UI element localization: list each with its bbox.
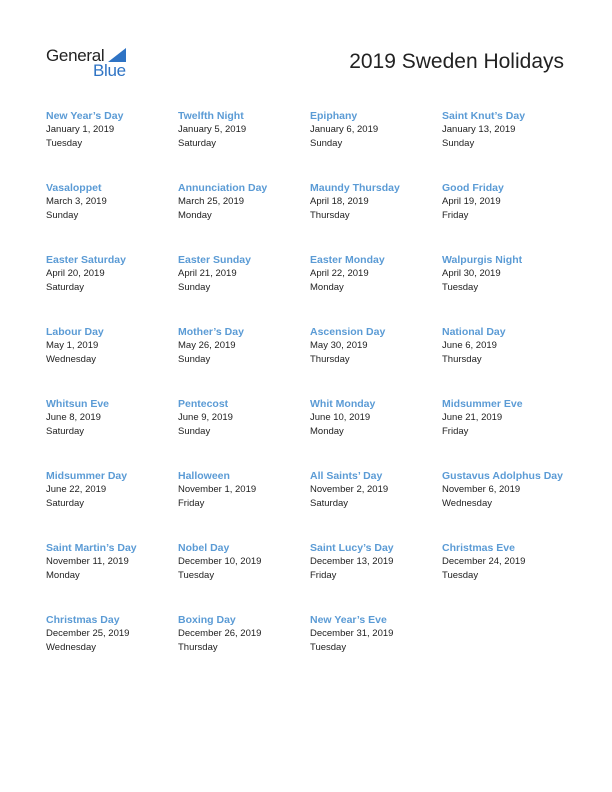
holiday-date: December 13, 2019 [310, 556, 394, 567]
holiday-name: Christmas Day [46, 614, 120, 626]
page-title: 2019 Sweden Holidays [349, 50, 564, 73]
holiday-name: Whit Monday [310, 398, 376, 410]
holiday-weekday: Tuesday [310, 642, 347, 653]
holiday-entry [46, 469, 178, 541]
holiday-date: April 21, 2019 [178, 268, 237, 279]
holiday-entry [442, 469, 574, 541]
holiday-weekday: Tuesday [442, 282, 479, 293]
holiday-name: Easter Sunday [178, 254, 251, 266]
holiday-entry [46, 397, 178, 469]
holiday-weekday: Saturday [46, 498, 85, 509]
holiday-weekday: Wednesday [46, 642, 96, 653]
holiday-date: March 25, 2019 [178, 196, 245, 207]
holiday-name: Epiphany [310, 110, 358, 122]
holiday-name: National Day [442, 326, 506, 338]
holiday-weekday: Sunday [46, 210, 79, 221]
holiday-entry [178, 469, 310, 541]
holiday-name: Halloween [178, 470, 230, 482]
holiday-entry [442, 253, 574, 325]
holiday-date: December 31, 2019 [310, 628, 394, 639]
holiday-name: Good Friday [442, 182, 504, 194]
holiday-weekday: Sunday [178, 354, 211, 365]
holiday-entry [442, 325, 574, 397]
holiday-name: Christmas Eve [442, 542, 515, 554]
holiday-name: Labour Day [46, 326, 104, 338]
holiday-entry [442, 541, 574, 613]
holiday-entry [46, 253, 178, 325]
holiday-weekday: Friday [310, 570, 337, 581]
holiday-name: Easter Monday [310, 254, 385, 266]
holiday-entry [310, 613, 442, 685]
holiday-date: April 22, 2019 [310, 268, 369, 279]
holiday-date: January 1, 2019 [46, 124, 115, 135]
holiday-weekday: Saturday [178, 138, 217, 149]
holiday-name: Vasaloppet [46, 182, 102, 194]
holiday-date: June 22, 2019 [46, 484, 107, 495]
holiday-weekday: Thursday [442, 354, 482, 365]
holiday-entry [178, 397, 310, 469]
holiday-date: June 9, 2019 [178, 412, 233, 423]
holiday-entry [46, 181, 178, 253]
holiday-weekday: Friday [178, 498, 205, 509]
holiday-weekday: Tuesday [178, 570, 215, 581]
holiday-weekday: Thursday [310, 210, 350, 221]
holiday-entry [310, 325, 442, 397]
holiday-weekday: Thursday [178, 642, 218, 653]
logo-blue-text: Blue [93, 61, 126, 80]
holiday-entry [178, 613, 310, 685]
holiday-name: Whitsun Eve [46, 398, 110, 410]
holiday-name: Saint Knut’s Day [442, 110, 526, 122]
holiday-date: June 8, 2019 [46, 412, 101, 423]
holiday-entry [46, 109, 178, 181]
holiday-name: Saint Martin’s Day [46, 542, 137, 554]
logo [46, 44, 136, 80]
holiday-name: Easter Saturday [46, 254, 126, 266]
holiday-name: Saint Lucy’s Day [310, 542, 394, 554]
holiday-date: January 13, 2019 [442, 124, 516, 135]
holiday-entry [310, 397, 442, 469]
holiday-date: December 25, 2019 [46, 628, 130, 639]
holiday-weekday: Monday [310, 426, 344, 437]
holiday-entry [178, 181, 310, 253]
holiday-name: Boxing Day [178, 614, 236, 626]
holiday-name: Ascension Day [310, 326, 386, 338]
holiday-name: Gustavus Adolphus Day [442, 470, 563, 482]
holiday-name: Annunciation Day [178, 182, 268, 194]
holiday-date: December 10, 2019 [178, 556, 262, 567]
holiday-date: December 26, 2019 [178, 628, 262, 639]
holiday-entry [46, 613, 178, 685]
holiday-weekday: Sunday [442, 138, 475, 149]
holiday-name: Maundy Thursday [310, 182, 400, 194]
holiday-weekday: Saturday [46, 426, 85, 437]
holiday-name: New Year’s Eve [310, 614, 387, 626]
holiday-date: June 6, 2019 [442, 340, 497, 351]
holiday-entry [310, 109, 442, 181]
holiday-name: Nobel Day [178, 542, 230, 554]
holiday-name: Midsummer Day [46, 470, 128, 482]
holiday-date: April 20, 2019 [46, 268, 105, 279]
holiday-name: Twelfth Night [178, 110, 244, 122]
holiday-date: January 6, 2019 [310, 124, 379, 135]
holiday-weekday: Friday [442, 426, 469, 437]
holiday-entry [310, 541, 442, 613]
holiday-date: January 5, 2019 [178, 124, 247, 135]
holiday-weekday: Tuesday [442, 570, 479, 581]
holiday-name: Pentecost [178, 398, 229, 410]
logo-general-text: General [46, 46, 105, 65]
holiday-date: May 1, 2019 [46, 340, 99, 351]
holiday-entry [178, 541, 310, 613]
holiday-weekday: Wednesday [46, 354, 96, 365]
holiday-entry [178, 109, 310, 181]
holiday-date: November 11, 2019 [46, 556, 129, 567]
holiday-weekday: Friday [442, 210, 469, 221]
holiday-name: Walpurgis Night [442, 254, 523, 266]
holiday-weekday: Sunday [178, 282, 211, 293]
holiday-weekday: Monday [46, 570, 80, 581]
holiday-name: Mother’s Day [178, 326, 244, 338]
holiday-entry [178, 253, 310, 325]
holiday-weekday: Monday [310, 282, 344, 293]
holiday-entry [310, 181, 442, 253]
holiday-entry [46, 325, 178, 397]
holiday-grid [46, 109, 574, 685]
holiday-entry [442, 181, 574, 253]
holiday-entry [310, 253, 442, 325]
holiday-date: May 30, 2019 [310, 340, 368, 351]
holiday-entry [442, 397, 574, 469]
holiday-date: November 1, 2019 [178, 484, 257, 495]
holiday-weekday: Sunday [310, 138, 343, 149]
holiday-weekday: Wednesday [442, 498, 492, 509]
holiday-date: November 6, 2019 [442, 484, 521, 495]
holiday-date: April 19, 2019 [442, 196, 501, 207]
logo-triangle-icon [108, 48, 126, 62]
holiday-weekday: Sunday [178, 426, 211, 437]
holiday-entry [178, 325, 310, 397]
holiday-date: June 10, 2019 [310, 412, 371, 423]
holiday-entry [442, 109, 574, 181]
holiday-entry [46, 541, 178, 613]
holiday-weekday: Thursday [310, 354, 350, 365]
holiday-name: Midsummer Eve [442, 398, 523, 410]
holiday-name: All Saints’ Day [310, 470, 383, 482]
holiday-date: April 18, 2019 [310, 196, 369, 207]
holiday-name: New Year’s Day [46, 110, 124, 122]
holiday-date: December 24, 2019 [442, 556, 526, 567]
holiday-weekday: Monday [178, 210, 212, 221]
holiday-date: November 2, 2019 [310, 484, 389, 495]
holiday-weekday: Saturday [46, 282, 85, 293]
holiday-weekday: Tuesday [46, 138, 83, 149]
holiday-date: May 26, 2019 [178, 340, 236, 351]
holiday-date: June 21, 2019 [442, 412, 503, 423]
holiday-entry [310, 469, 442, 541]
holiday-date: April 30, 2019 [442, 268, 501, 279]
holiday-date: March 3, 2019 [46, 196, 107, 207]
holiday-weekday: Saturday [310, 498, 349, 509]
